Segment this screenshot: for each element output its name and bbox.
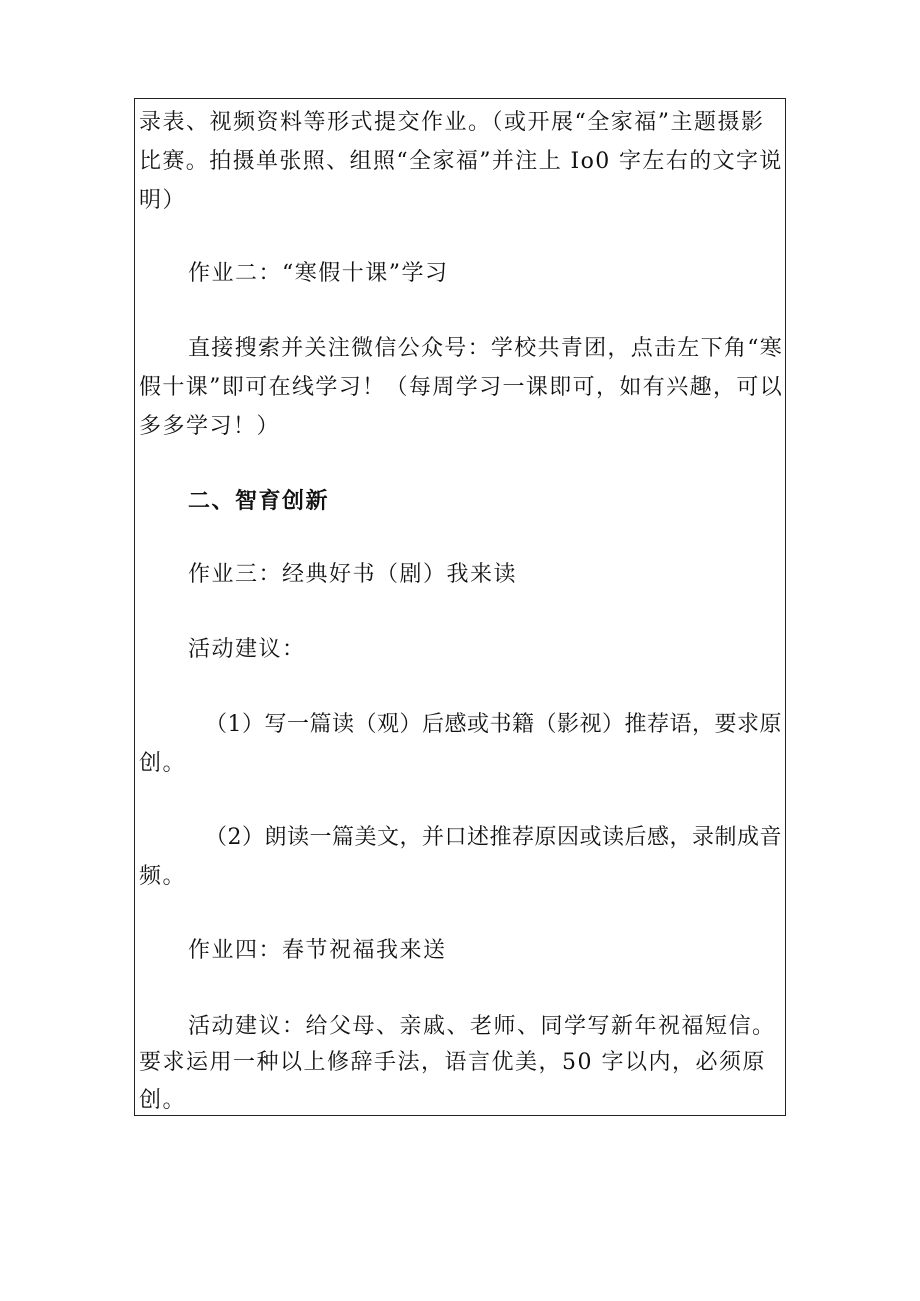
paragraph-1-line-1: 录表、视频资料等形式提交作业。（或开展“全家福”主题摄影: [139, 110, 765, 135]
section-2-heading: 二、智育创新: [188, 488, 330, 514]
homework-3-title: 作业三：经典好书（剧）我来读: [188, 562, 518, 587]
homework-4-title: 作业四：春节祝福我来送: [188, 938, 447, 963]
paragraph-4-line-1: 活动建议：给父母、亲戚、老师、同学写新年祝福短信。: [188, 1014, 776, 1039]
paragraph-4-line-2: 要求运用一种以上修辞手法，语言优美，50 字以内，必须原: [139, 1050, 766, 1075]
paragraph-1-line-3: 明）: [139, 188, 187, 213]
paragraph-2-line-2: 假十课”即可在线学习！（每周学习一课即可，如有兴趣，可以: [139, 375, 784, 400]
paragraph-4-line-3: 创。: [139, 1088, 187, 1113]
paragraph-1-line-2: 比赛。拍摄单张照、组照“全家福”并注上 Io0 字左右的文字说: [139, 149, 783, 174]
item-1-line-2: 创。: [139, 751, 187, 776]
item-2-line-1: （2）朗读一篇美文，并口述推荐原因或读后感，录制成音: [205, 825, 782, 850]
homework-2-title: 作业二：“寒假十课”学习: [188, 261, 449, 286]
item-2-line-2: 频。: [139, 864, 187, 889]
paragraph-2-line-1: 直接搜索并关注微信公众号：学校共青团，点击左下角“寒: [188, 336, 784, 361]
homework-3-suggestion-label: 活动建议：: [188, 637, 306, 662]
item-1-line-1: （1）写一篇读（观）后感或书籍（影视）推荐语，要求原: [205, 712, 782, 737]
paragraph-2-line-3: 多多学习！）: [139, 414, 281, 439]
